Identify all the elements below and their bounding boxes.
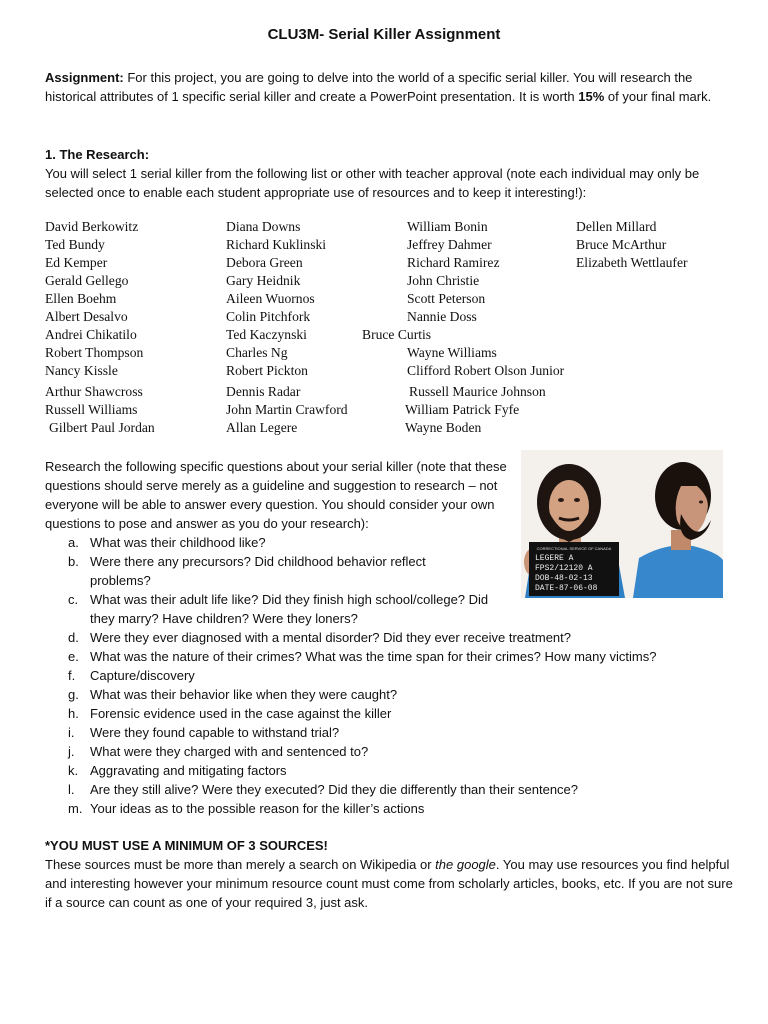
sources-text-after: . You may use resources you find helpful and interesting however your minimum resource count must come from scholarly articles, books, etc. If you are not sure if a source can count as one of your required 3, just ask. [45, 857, 733, 910]
name-item: Debora Green [226, 255, 303, 270]
name-item: Robert Thompson [45, 345, 144, 360]
name-item: Allan Legere [226, 420, 298, 435]
name-item: Colin Pitchfork [226, 309, 311, 324]
name-item: John Martin Crawford [226, 402, 348, 417]
sources-text-before: These sources must be more than merely a search on Wikipedia or [45, 857, 436, 872]
question-item [45, 761, 735, 780]
name-item: Ted Bundy [45, 237, 105, 252]
name-item: Robert Pickton [226, 363, 308, 378]
placard-line-2: LEGERE A [535, 554, 574, 563]
question-item [45, 552, 460, 590]
question-letter: h. [68, 706, 79, 721]
question-letter: a. [68, 535, 79, 550]
name-item: Richard Kuklinski [226, 237, 327, 252]
questions-intro: Research the following specific questions about your serial killer (note that these questions should serve merely as a guideline and suggestion to research – not everyone will be able to answer every question. You should consider your own questions to pose and answer as you do your research): [45, 459, 507, 531]
question-text: Forensic evidence used in the case against the killer [90, 706, 392, 721]
name-item: Andrei Chikatilo [45, 327, 137, 342]
name-item: John Christie [407, 273, 480, 288]
intro-text-after: of your final mark. [604, 89, 712, 104]
question-letter: k. [68, 763, 79, 778]
question-item [45, 723, 735, 742]
intro-text-before: For this project, you are going to delve into the world of a specific serial killer. You will research the historical attributes of 1 specific serial killer and create a PowerPoint presentation. It is worth [45, 70, 693, 104]
name-item: Wayne Williams [407, 345, 497, 360]
question-text: What was their childhood like? [90, 535, 266, 550]
question-letter: e. [68, 649, 79, 664]
name-item: Jeffrey Dahmer [407, 237, 492, 252]
question-letter: j. [68, 744, 75, 759]
research-heading: 1. The Research: [45, 147, 150, 162]
question-text: Were they ever diagnosed with a mental disorder? Did they ever receive treatment? [90, 630, 572, 645]
question-letter: g. [68, 687, 79, 702]
assignment-intro [45, 68, 725, 106]
name-item: Gary Heidnik [226, 273, 301, 288]
name-item: Aileen Wuornos [226, 291, 315, 306]
name-item: Russell Williams [45, 402, 138, 417]
question-item [45, 704, 735, 723]
name-item: Nancy Kissle [45, 363, 118, 378]
question-text: What were they charged with and sentenced to? [90, 744, 369, 759]
name-item: William Patrick Fyfe [405, 402, 520, 417]
name-item: Dellen Millard [576, 219, 657, 234]
name-item: Bruce Curtis [362, 327, 432, 342]
sources-paragraph [45, 855, 735, 912]
question-letter: l. [68, 782, 75, 797]
question-item [45, 780, 735, 799]
question-item [45, 742, 735, 761]
question-letter: i. [68, 725, 75, 740]
placard-line-4: DOB-48-02-13 [535, 574, 593, 583]
name-item: Russell Maurice Johnson [409, 384, 546, 399]
placard-line-1: CORRECTIONAL SERVICE OF CANADA [536, 546, 612, 551]
name-item: Richard Ramirez [407, 255, 500, 270]
page-title: CLU3M- Serial Killer Assignment [267, 26, 501, 43]
name-item: William Bonin [407, 219, 488, 234]
name-item: Scott Peterson [407, 291, 486, 306]
name-item: Charles Ng [226, 345, 288, 360]
question-item [45, 647, 735, 666]
name-item: Albert Desalvo [45, 309, 128, 324]
question-text: Were there any precursors? Did childhood behavior reflect problems? [90, 554, 426, 588]
question-letter: c. [68, 592, 79, 607]
name-item: Gerald Gellego [45, 273, 129, 288]
question-text: Your ideas as to the possible reason for the killer’s actions [90, 801, 425, 816]
assignment-label: Assignment: [45, 70, 124, 85]
research-instructions: You will select 1 serial killer from the following list or other with teacher approval (note each individual may only be selected once to enable each student appropriate use of resources and to keep it interesting!): [45, 166, 700, 200]
question-text: What was their adult life like? Did they finish high school/college? Did they marry? Have children? Were they loners? [90, 592, 489, 626]
question-text: Aggravating and mitigating factors [90, 763, 287, 778]
name-item: Ellen Boehm [45, 291, 117, 306]
question-text: Were they found capable to withstand trial? [90, 725, 340, 740]
name-item: Ted Kaczynski [226, 327, 307, 342]
question-text: What was the nature of their crimes? What was the time span for their crimes? How many victims? [90, 649, 657, 664]
sources-requirement-heading: *YOU MUST USE A MINIMUM OF 3 SOURCES! [45, 838, 328, 853]
name-item: Ed Kemper [45, 255, 108, 270]
name-item: David Berkowitz [45, 219, 139, 234]
name-item: Nannie Doss [407, 309, 477, 324]
question-item [45, 533, 735, 552]
question-item [45, 628, 735, 647]
name-item: Elizabeth Wettlaufer [576, 255, 688, 270]
name-item: Clifford Robert Olson Junior [407, 363, 565, 378]
question-item [45, 666, 735, 685]
question-text: What was their behavior like when they were caught? [90, 687, 398, 702]
name-item: Wayne Boden [405, 420, 482, 435]
question-text: Capture/discovery [90, 668, 195, 683]
question-item [45, 799, 735, 818]
question-letter: b. [68, 554, 79, 569]
placard-line-3: FPS2/12120 A [535, 564, 593, 573]
worth-percent: 15% [578, 89, 605, 104]
name-item: Diana Downs [226, 219, 301, 234]
question-letter: d. [68, 630, 79, 645]
name-item: Gilbert Paul Jordan [49, 420, 155, 435]
question-item [45, 685, 735, 704]
question-text: Are they still alive? Were they executed? Did they die differently than their sentence? [90, 782, 579, 797]
question-letter: f. [68, 668, 76, 683]
question-letter: m. [68, 801, 83, 816]
research-questions [45, 533, 735, 818]
sources-italic: the google [435, 857, 496, 872]
name-item: Dennis Radar [226, 384, 301, 399]
placard-line-5: DATE-87-06-08 [535, 584, 598, 593]
question-item [45, 590, 510, 628]
name-item: Arthur Shawcross [45, 384, 143, 399]
name-item: Bruce McArthur [576, 237, 667, 252]
